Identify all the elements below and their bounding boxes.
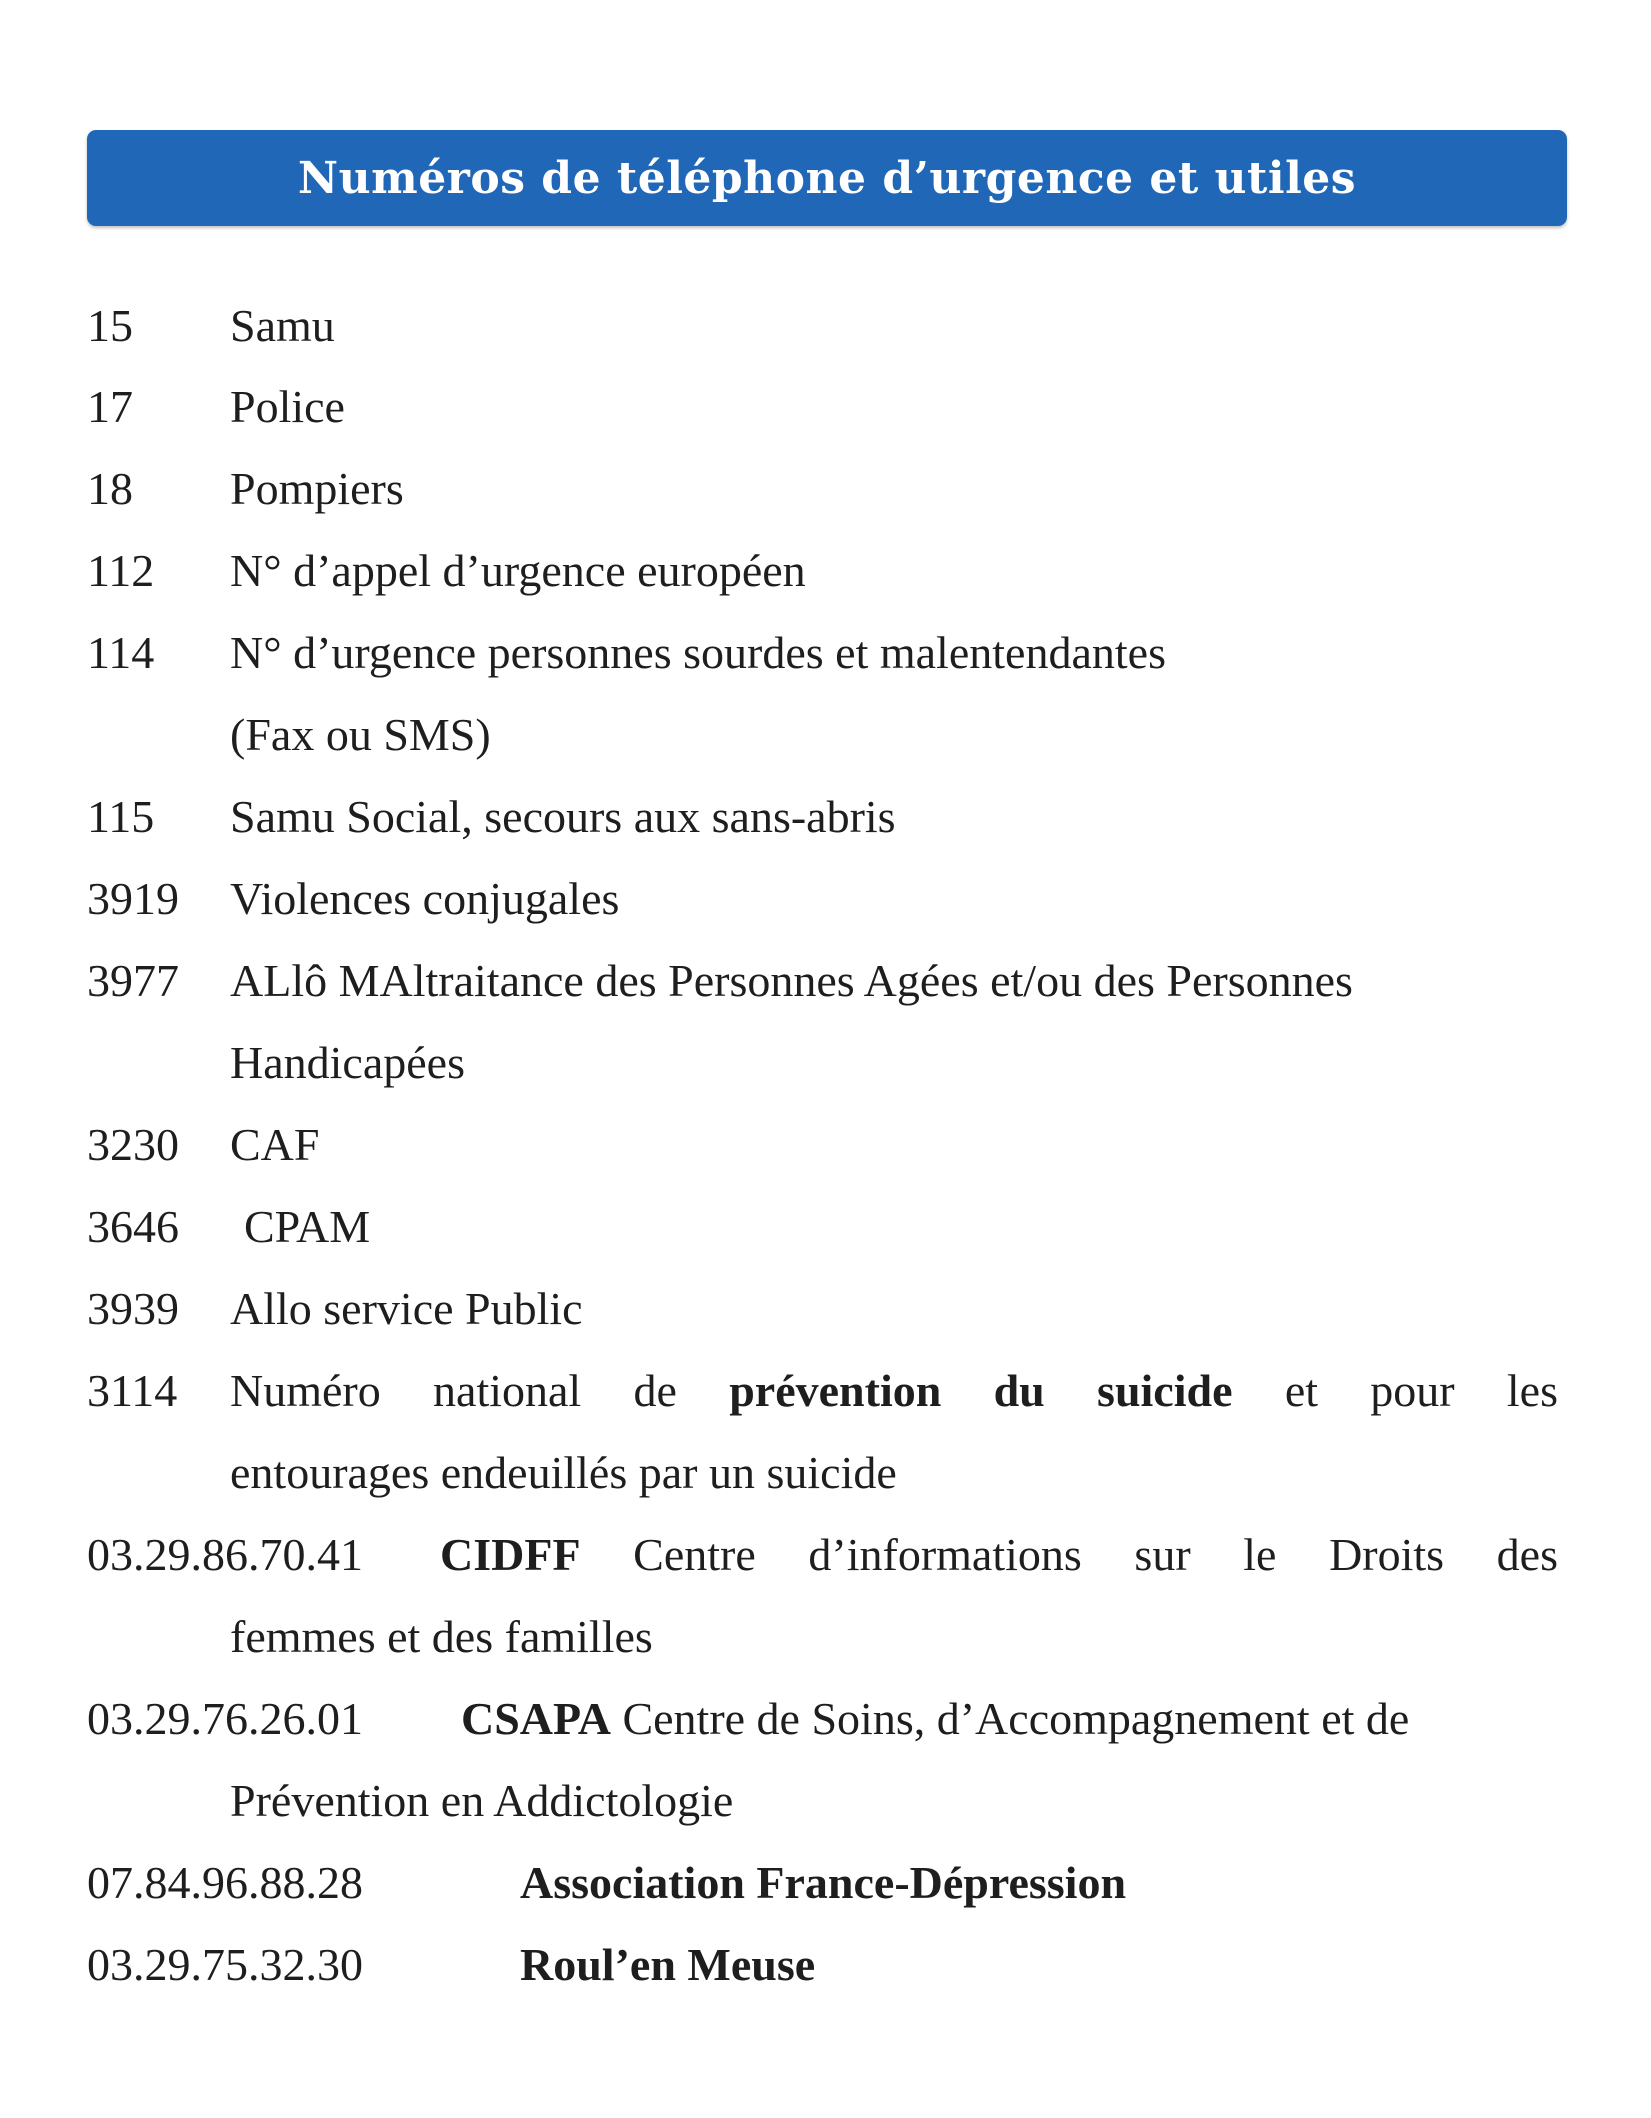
phone-number: 3646 xyxy=(87,1201,179,1252)
service-name xyxy=(461,1678,1409,1760)
service-name: Pompiers xyxy=(230,463,404,514)
phone-number: 03.29.75.32.30 xyxy=(87,1939,363,1990)
phone-number: 17 xyxy=(87,381,133,432)
phone-number: 07.84.96.88.28 xyxy=(87,1857,363,1908)
service-name: ALlô MAltraitance des Personnes Agées et/ou des Personnes xyxy=(230,955,1353,1006)
phone-number: 18 xyxy=(87,463,133,514)
phone-number: 15 xyxy=(87,300,133,351)
service-name: Samu xyxy=(230,300,335,351)
service-name: N° d’appel d’urgence européen xyxy=(230,545,806,596)
service-name: CAF xyxy=(230,1119,320,1170)
phone-number: 3230 xyxy=(87,1119,179,1170)
service-name-text: Centre d’informations sur le Droits des xyxy=(633,1529,1559,1580)
service-name-text: Centre de Soins, d’Accompagnement et de xyxy=(622,1693,1410,1744)
phone-number: 114 xyxy=(87,627,155,678)
service-name xyxy=(230,1350,1558,1432)
service-name-continued: entourages endeuillés par un suicide xyxy=(230,1447,897,1498)
phone-number: 03.29.86.70.41 xyxy=(87,1529,363,1580)
service-name-highlight: CSAPA xyxy=(461,1693,611,1744)
service-name-highlight: prévention du suicide xyxy=(729,1365,1233,1416)
service-name-text: et pour les xyxy=(1284,1365,1559,1416)
service-name-continued: Handicapées xyxy=(230,1037,465,1088)
service-name: CPAM xyxy=(244,1201,371,1252)
service-name: Allo service Public xyxy=(230,1283,583,1334)
service-name-highlight: CIDFF xyxy=(440,1529,581,1580)
phone-number: 112 xyxy=(87,545,155,596)
service-name: Police xyxy=(230,381,345,432)
section-title: Numéros de téléphone d’urgence et utiles xyxy=(297,152,1357,204)
service-name: N° d’urgence personnes sourdes et malentendantes xyxy=(230,627,1166,678)
service-name: Association France-Dépression xyxy=(520,1857,1127,1908)
phone-number: 03.29.76.26.01 xyxy=(87,1693,363,1744)
phone-number: 3977 xyxy=(87,955,179,1006)
phone-number: 3114 xyxy=(87,1365,178,1416)
service-name: Samu Social, secours aux sans-abris xyxy=(230,791,896,842)
phone-number: 115 xyxy=(87,791,155,842)
service-name-continued: (Fax ou SMS) xyxy=(230,709,491,760)
service-name xyxy=(440,1514,1558,1596)
service-name-text: Numéro national de xyxy=(230,1365,677,1416)
service-name: Roul’en Meuse xyxy=(520,1939,816,1990)
phone-number: 3919 xyxy=(87,873,179,924)
phone-number: 3939 xyxy=(87,1283,179,1334)
service-name-continued: femmes et des familles xyxy=(230,1611,653,1662)
service-name: Violences conjugales xyxy=(230,873,620,924)
service-name-continued: Prévention en Addictologie xyxy=(230,1775,734,1826)
